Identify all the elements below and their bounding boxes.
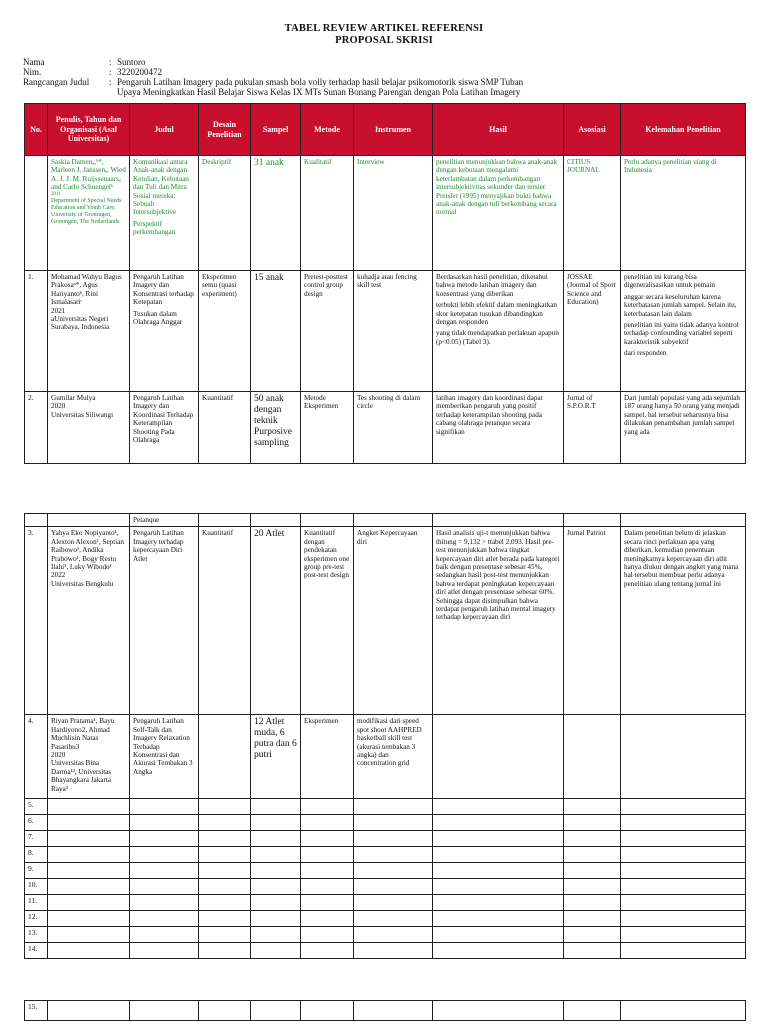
cell-no: 14.: [25, 943, 48, 959]
table-row: [25, 815, 746, 831]
cell-no: 11.: [25, 895, 48, 911]
cell-desain: Kuantitatif: [199, 527, 251, 715]
header-instrumen: Instrumen: [354, 104, 433, 156]
judul-value: Pengaruh Latihan Imagery pada pukulan smash bola volly terhadap hasil belajar psikomotorik siswa SMP Tuban: [117, 77, 524, 87]
cell-desain: [199, 715, 251, 799]
header-sampel: Sampel: [251, 104, 301, 156]
cell-no: 9.: [25, 863, 48, 879]
table-row: [25, 831, 746, 847]
header-penulis: Penulis, Tahun dan Organisasi (Asal Universitas): [48, 104, 130, 156]
cell-desain: Deskriptif: [199, 156, 251, 271]
header-metode: Metode: [301, 104, 354, 156]
cell-no: 3.: [25, 527, 48, 715]
cell-kelemahan: penelitian ini kurang bisa digeneralisasikan untuk pemain anggar secara keseluruhan karena keterbatasan jumlah sampel. Selain itu, keterbatasan lain dalam penelitian ini yaitu tidak adanya kontrol terhadap confounding variabel seperti karakteristik subyektif dari responden: [621, 271, 746, 392]
table-row: [25, 799, 746, 815]
cell-no: [25, 156, 48, 271]
cell-desain: Eksperimen semu (quasi experiment): [199, 271, 251, 392]
cell-asosiasi: JOSSAE (Journal of Sport Science and Education): [564, 271, 621, 392]
header-kelemahan: Kelemahan Penelitian: [621, 104, 746, 156]
cell-hasil: [433, 715, 564, 799]
cell-judul: Pengaruh Latihan Imagery terhadap kepercayaan Diri Atlet: [130, 527, 199, 715]
cell-asosiasi: [564, 715, 621, 799]
cell-no: 13.: [25, 927, 48, 943]
table-row: [25, 514, 746, 527]
document-title: TABEL REVIEW ARTIKEL REFERENSI: [284, 23, 484, 34]
cell-instrumen: kuhadja atau fencing skill test: [354, 271, 433, 392]
cell-asosiasi: CITIUS JOURNAL: [564, 156, 621, 271]
table-row: [25, 927, 746, 943]
header-row: [25, 104, 746, 156]
nim-value: 3220200472: [117, 67, 162, 77]
cell-judul: Pengaruh Latihan Imagery dan Konsentrasi terhadap Ketepatan Tusukan dalam Olahraga Anggar: [130, 271, 199, 392]
nama-label: Nama: [23, 57, 45, 67]
student-info: Nama : Suntoro Nim. : 3220200472 Rangcangan Judul : Pengaruh Latihan Imagery pada pukulan smash bola volly terhadap hasil belajar psikomotorik siswa SMP Tuban Upaya Meningkatkan Hasil Belajar Siswa Kelas IX MTs Sunan Bonang Parengan dengan Pola Latihan Imagery: [23, 57, 524, 97]
review-table-page-1: [24, 103, 746, 464]
cell-no: 5.: [25, 799, 48, 815]
table-row: [25, 392, 746, 464]
cell-hasil: Berdasarkan hasil penelitian, diketahui bahwa metode latihan imagery dan konsentrasi yang diberikan terbukti lebih efektif dalam meningkatkan skor ketepatan tusukan dibandingkan dengan responden yang tidak mendapatkan perlakuan apapun (p<0.05) (Tabel 3).: [433, 271, 564, 392]
table-row: [25, 895, 746, 911]
cell-judul: Komunikasi antara Anak-anak dengan Ketulian, Kebutaan dan Tuli dan Mitra Sosial mereka: Sebuah Intersubjektive Perspektif perkembangan: [130, 156, 199, 271]
cell-hasil: Hasil analisis uji-t menunjukkan bahwa thitung = 9,132 > ttabel 2,093. Hasil pre-test menunjukkan bahwa tingkat kepercayaan diri atlet berada pada kategori baik dengan presentase sebesar 45%, sedangkan hasil post-test menunjukkan bahwa terdapat peningkatan kepercayaan diri atlet dengan presentase sebesar 60%. Sehingga dapat disimpulkan bahwa terdapat pengaruh latihan mental imagery terhadap kepercayaan diri: [433, 527, 564, 715]
cell-no: 15.: [25, 1001, 48, 1021]
cell-no: 7.: [25, 831, 48, 847]
table-row: [25, 715, 746, 799]
table-row: [25, 911, 746, 927]
cell-kelemahan: [621, 715, 746, 799]
cell-no: 8.: [25, 847, 48, 863]
cell-no: 10.: [25, 879, 48, 895]
cell-penulis: Riyan Pratama¹, Bayu Hardiyono2, Ahmad Muchlisin Natas Pasaribu3 2020 Universitas Bina Darma¹², Universitas Bhayangkara Jakarta Raya³: [48, 715, 130, 799]
cell-sampel: 15 anak: [251, 271, 301, 392]
document-subtitle: PROPOSAL SKRISI: [335, 35, 433, 46]
table-row: [25, 1001, 746, 1021]
cell-instrumen: Interview: [354, 156, 433, 271]
cell-penulis: Mohamad Wahyu Bagus Prakosaᵃ*, Agus Hariyantoᵇ, Rini Ismalasariᶜ 2021 aUniversitas Negeri Surabaya, Indonesia: [48, 271, 130, 392]
cell-metode: Pretest-posttest control group design: [301, 271, 354, 392]
table-row: [25, 863, 746, 879]
cell-desain: Kuantitatif: [199, 392, 251, 464]
review-table-page-3: [24, 1000, 746, 1021]
cell-sampel: 50 anak dengan teknik Purposive sampling: [251, 392, 301, 464]
cell-metode: Kuantitatif dengan pendekatan eksperimen one group pre-test post-test design: [301, 527, 354, 715]
table-row: [25, 271, 746, 392]
cell-no: 2.: [25, 392, 48, 464]
cell-kelemahan: Perlu adanya penelitian ulang di Indonesia: [621, 156, 746, 271]
cell-sampel: 12 Atlet muda, 6 putra dan 6 putri: [251, 715, 301, 799]
cell-hasil: latihan imagery dan koordinasi dapat memberikan pengaruh yang positif terhadap keterampilan shooting pada cabang olahraga petanque secara signifikan: [433, 392, 564, 464]
cell-penulis: Gumilar Mulya 2020 Universitas Siliwangi: [48, 392, 130, 464]
cell-no: 4.: [25, 715, 48, 799]
cell-asosiasi: Jurnal of S.P.O.R.T: [564, 392, 621, 464]
header-judul: Judul: [130, 104, 199, 156]
nama-value: Suntoro: [117, 57, 146, 67]
cell-instrumen: Tes shooting di dalam circle: [354, 392, 433, 464]
cell-no: 6.: [25, 815, 48, 831]
nim-label: Nim.: [23, 67, 42, 77]
cell-penulis: Saskia Damenₐ,ᵇ*, Marleen J. Janssenₐ, Wied A. J. J. M. Ruijssenaarsₐ and Carlo Schuengelᵇ 2011 Department of Special Needs Education and Youth Care, University of Groningen, Groningen, The Netherlands: [48, 156, 130, 271]
judul-value-2: Upaya Meningkatkan Hasil Belajar Siswa Kelas IX MTs Sunan Bonang Parengan dengan Pola Latihan Imagery: [117, 87, 521, 97]
cell-penulis: Yahya Eko Nopiyanto¹, Alexton Alexon¹, Septian Raibowo¹, Andika Prabowo¹, Bogy Restu Ilahi¹, Luky Wibodo¹ 2022 Universitas Bengkulu: [48, 527, 130, 715]
cell-judul: Petanque: [130, 514, 199, 527]
cell-no: 12.: [25, 911, 48, 927]
cell-sampel: 20 Atlet: [251, 527, 301, 715]
header-desain: Desain Penelitian: [199, 104, 251, 156]
header-no: No.: [25, 104, 48, 156]
cell-kelemahan: Dari jumlah populasi yang ada sejumlah 187 orang hanya 50 orang yang menjadi sampel, hal tersebut seharusnya bisa dilakukan penambahan jumlah sampel yang ada: [621, 392, 746, 464]
review-table-page-2: [24, 513, 746, 959]
table-row: [25, 879, 746, 895]
cell-asosiasi: Jurnal Patriot: [564, 527, 621, 715]
cell-instrumen: Angket Kepercayaan diri: [354, 527, 433, 715]
cell-instrumen: modifikasi dari speed spot shoot AAHPRED basketball skill test (akurasi tembakan 3 angka) dan concentration grid: [354, 715, 433, 799]
cell-metode: Metode Eksperimen: [301, 392, 354, 464]
cell-hasil: penelitian menunjukkan bahwa anak-anak dengan kebutaan mengalami keterlambatan dalam perkembangan intersubjektivitas sekunder dan tersier. Preisler (1995) menyajikan bukti bahwa anak-anak dengan tuli berkembang secara normal: [433, 156, 564, 271]
cell-judul: Pengaruh Latihan Imagery dan Koordinasi Terhadap Keterampilan Shooting Pada Olahraga: [130, 392, 199, 464]
cell-no: 1.: [25, 271, 48, 392]
table-row: [25, 156, 746, 271]
cell-metode: Eksperimen: [301, 715, 354, 799]
header-hasil: Hasil: [433, 104, 564, 156]
empty-rows: [25, 799, 746, 959]
cell-judul: Pengaruh Latihan Self-Talk dan Imagery Relaxation Terhadap Konsentrasi dan Akurasi Tembakan 3 Angka: [130, 715, 199, 799]
judul-label: Rangcangan Judul: [23, 77, 90, 87]
header-asosiasi: Asosiasi: [564, 104, 621, 156]
table-row: [25, 527, 746, 715]
cell-metode: Kualitatif: [301, 156, 354, 271]
table-row: [25, 943, 746, 959]
table-row: [25, 847, 746, 863]
cell-kelemahan: Dalam penelitian belum di jelaskan secara rinci perlakuan apa yang diberikan, kemudian penentuan meningkatnya kepercayaan diri atlit hanya diukur dengan angket yang mana hal tersebut membuat perlu adanya penelitian ulang tentang jurnal ini: [621, 527, 746, 715]
cell-sampel: 31 anak: [251, 156, 301, 271]
